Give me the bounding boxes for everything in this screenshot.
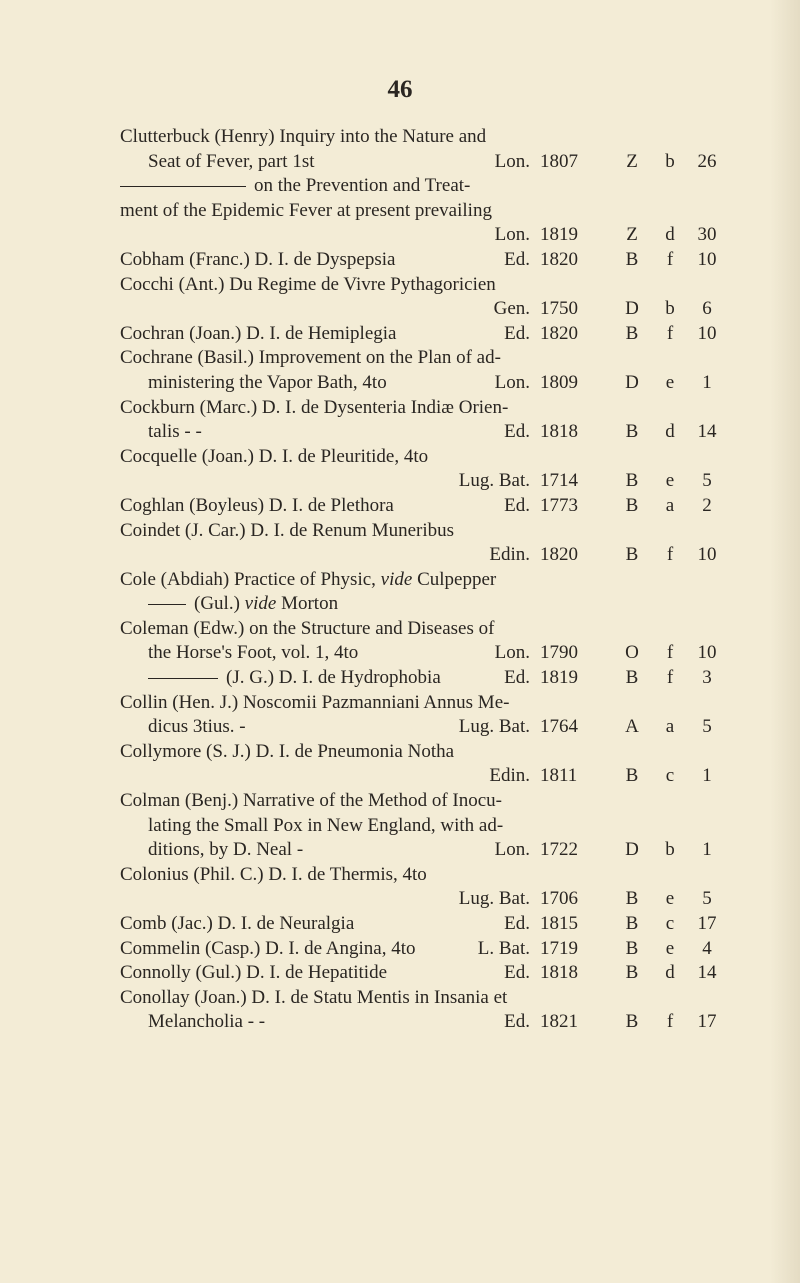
entry-title-text: ministering the Vapor Bath, 4to	[148, 371, 387, 393]
entry-text	[120, 912, 354, 937]
place-of-publication: Gen.	[493, 298, 530, 320]
catalogue-entry	[120, 592, 740, 617]
shelf-letter: b	[665, 839, 675, 861]
catalogue-entry	[120, 494, 740, 519]
entry-line	[120, 371, 740, 396]
entry-title-text: talis - -	[148, 421, 202, 443]
shelf-letter: d	[665, 962, 675, 984]
shelf-class: B	[625, 1011, 639, 1033]
shelf-class: B	[625, 937, 639, 959]
catalogue-entry	[120, 666, 740, 691]
entry-line	[120, 1010, 740, 1035]
catalogue-entry	[120, 691, 740, 740]
shelf-class: B	[625, 421, 639, 443]
catalogue-entry	[120, 986, 740, 1035]
entry-text	[148, 420, 202, 445]
entry-title-text: Collymore (S. J.) D. I. de Pneumonia Notha	[120, 740, 455, 762]
entry-text	[148, 1010, 265, 1035]
publication-year: 1819	[540, 224, 578, 246]
place-of-publication: Lon.	[494, 224, 530, 246]
entry-title-text: Cochrane (Basil.) Improvement on the Plan of ad-	[120, 347, 501, 369]
page-number: 46	[387, 76, 413, 103]
entry-line	[120, 322, 740, 347]
entry-title-text: Colman (Benj.) Narrative of the Method of Inocu-	[120, 790, 502, 812]
entry-title-text: the Horse's Foot, vol. 1, 4to	[148, 642, 359, 664]
entry-line	[120, 641, 740, 666]
entry-title-text: Coleman (Edw.) on the Structure and Diseases of	[120, 617, 495, 639]
entry-title-text: Coghlan (Boyleus) D. I. de Plethora	[120, 494, 394, 516]
entry-line	[120, 814, 740, 839]
entry-line	[120, 494, 740, 519]
shelf-number: 10	[697, 248, 717, 270]
entry-title-text: Seat of Fever, part 1st	[148, 150, 315, 172]
publication-year: 1722	[540, 839, 578, 861]
page-edge-shadow	[770, 0, 800, 1283]
publication-year: 1773	[540, 494, 578, 516]
entry-text	[120, 691, 509, 716]
entry-text	[120, 125, 486, 150]
catalogue-entry	[120, 174, 740, 248]
shelf-letter: a	[665, 716, 675, 738]
entry-line	[120, 445, 740, 470]
entry-title-text: Cocquelle (Joan.) D. I. de Pleuritide, 4to	[120, 445, 429, 467]
shelf-class: B	[625, 470, 639, 492]
shelf-number: 10	[697, 322, 717, 344]
place-of-publication: Ed.	[504, 667, 530, 689]
shelf-letter: c	[665, 913, 675, 934]
catalogue-entry	[120, 445, 740, 494]
shelf-letter: d	[665, 421, 675, 443]
publication-year: 1809	[540, 371, 578, 393]
shelf-number: 14	[697, 962, 717, 984]
shelf-number: 17	[697, 913, 717, 934]
catalogue-entry	[120, 322, 740, 347]
shelf-class: O	[625, 642, 639, 664]
place-of-publication: Ed.	[504, 962, 530, 984]
catalogue-entry	[120, 740, 740, 789]
shelf-number: 30	[697, 224, 717, 246]
entry-line	[120, 346, 740, 371]
shelf-letter: b	[665, 298, 675, 320]
shelf-class: Z	[626, 224, 638, 246]
place-of-publication: Ed.	[504, 421, 530, 443]
catalogue-entry	[120, 912, 740, 937]
shelf-number: 5	[702, 470, 712, 492]
shelf-letter: e	[665, 888, 675, 910]
catalogue-entry	[120, 519, 740, 568]
entry-title-text: Connolly (Gul.) D. I. de Hepatitide	[120, 962, 388, 984]
entry-line	[120, 568, 740, 593]
entry-text	[120, 568, 496, 593]
shelf-letter: f	[666, 248, 674, 270]
entry-text	[120, 396, 508, 421]
entry-title-text: Coindet (J. Car.) D. I. de Renum Muneribus	[120, 519, 455, 541]
ditto-rule	[148, 604, 186, 605]
entry-title-text: Cockburn (Marc.) D. I. de Dysenteria Indiæ Orien-	[120, 396, 509, 418]
entry-title-text: (Gul.) vide Morton	[194, 593, 339, 615]
entry-text	[120, 789, 502, 814]
publication-year: 1706	[540, 888, 578, 910]
entry-line	[120, 519, 740, 544]
publication-year: 1820	[540, 544, 578, 566]
shelf-number: 1	[702, 839, 712, 861]
catalogue-entry	[120, 961, 740, 986]
entry-line	[120, 543, 740, 568]
entry-line	[120, 396, 740, 421]
shelf-letter: f	[666, 322, 674, 344]
shelf-class: D	[625, 298, 639, 320]
entry-text	[120, 273, 496, 298]
entry-text	[148, 838, 303, 863]
shelf-class: A	[625, 716, 639, 738]
publication-year: 1807	[540, 150, 578, 172]
catalogue-entries	[120, 125, 740, 1035]
shelf-number: 6	[702, 298, 712, 320]
shelf-class: B	[625, 248, 639, 270]
entry-title-text: Conollay (Joan.) D. I. de Statu Mentis in Insania et	[120, 986, 508, 1008]
catalogue-entry	[120, 789, 740, 863]
entry-line	[120, 174, 740, 199]
shelf-class: D	[625, 371, 639, 393]
place-of-publication: Ed.	[504, 1011, 530, 1033]
publication-year: 1764	[540, 716, 578, 738]
shelf-number: 3	[702, 667, 712, 689]
shelf-class: B	[625, 494, 639, 516]
entry-text	[120, 519, 454, 544]
shelf-number: 10	[697, 642, 717, 664]
shelf-number: 5	[702, 716, 712, 738]
shelf-number: 4	[702, 937, 712, 959]
shelf-number: 26	[697, 150, 717, 172]
entry-line	[120, 125, 740, 150]
entry-line	[120, 740, 740, 765]
shelf-letter: e	[665, 937, 675, 959]
entry-line	[120, 863, 740, 888]
place-of-publication: Lug. Bat.	[458, 888, 530, 910]
shelf-number: 5	[702, 888, 712, 910]
entry-title-text: ditions, by D. Neal -	[148, 839, 304, 861]
shelf-class: B	[625, 322, 639, 344]
place-of-publication: Lon.	[494, 642, 530, 664]
shelf-number: 1	[702, 765, 712, 787]
entry-title-text: Clutterbuck (Henry) Inquiry into the Nature and	[120, 126, 487, 147]
place-of-publication: Ed.	[504, 248, 530, 270]
entry-line	[120, 199, 740, 224]
shelf-number: 10	[697, 544, 717, 566]
place-of-publication: Ed.	[504, 913, 530, 934]
entry-text	[148, 371, 387, 396]
publication-year: 1815	[540, 913, 578, 934]
entry-title-text: Comb (Jac.) D. I. de Neuralgia	[120, 913, 355, 934]
shelf-class: B	[625, 888, 639, 910]
place-of-publication: Lon.	[494, 150, 530, 172]
shelf-letter: d	[665, 224, 675, 246]
catalogue-entry	[120, 125, 740, 174]
shelf-class: B	[625, 544, 639, 566]
publication-year: 1750	[540, 298, 578, 320]
publication-year: 1820	[540, 322, 578, 344]
shelf-letter: a	[665, 494, 675, 516]
shelf-class: B	[625, 667, 639, 689]
entry-title-text: Cocchi (Ant.) Du Regime de Vivre Pythagoricien	[120, 273, 496, 295]
place-of-publication: Edin.	[489, 544, 530, 566]
shelf-number: 2	[702, 494, 712, 516]
shelf-letter: f	[666, 544, 674, 566]
entry-title-text: dicus 3tius. -	[148, 716, 246, 738]
shelf-letter: f	[666, 667, 674, 689]
place-of-publication: Lon.	[494, 371, 530, 393]
shelf-number: 14	[697, 421, 717, 443]
shelf-class: Z	[626, 150, 638, 172]
shelf-class: B	[625, 913, 639, 934]
entry-text	[120, 863, 427, 888]
place-of-publication: Ed.	[504, 494, 530, 516]
place-of-publication: Ed.	[504, 322, 530, 344]
publication-year: 1820	[540, 248, 578, 270]
entry-text	[120, 494, 394, 519]
entry-line	[120, 273, 740, 298]
publication-year: 1719	[540, 937, 578, 959]
place-of-publication: L. Bat.	[477, 937, 530, 959]
entry-line	[120, 420, 740, 445]
shelf-letter: e	[665, 371, 675, 393]
shelf-class: D	[625, 839, 639, 861]
entry-title-text: lating the Small Pox in New England, with ad-	[148, 814, 504, 836]
entry-title-text: Cobham (Franc.) D. I. de Dyspepsia	[120, 248, 396, 270]
entry-line	[120, 592, 740, 617]
entry-title-text: Cole (Abdiah) Practice of Physic, vide Culpepper	[120, 568, 497, 590]
entry-text	[120, 937, 416, 962]
catalogue-entry	[120, 617, 740, 666]
entry-title-text: on the Prevention and Treat-	[254, 175, 471, 197]
entry-line	[120, 617, 740, 642]
entry-line	[120, 887, 740, 912]
publication-year: 1790	[540, 642, 578, 664]
entry-line	[120, 715, 740, 740]
entry-line	[120, 937, 740, 962]
entry-text	[120, 248, 395, 273]
entry-title-text: Cochran (Joan.) D. I. de Hemiplegia	[120, 322, 397, 344]
shelf-letter: f	[666, 1011, 674, 1033]
place-of-publication: Lug. Bat.	[458, 470, 530, 492]
entry-title-text: Commelin (Casp.) D. I. de Angina, 4to	[120, 937, 416, 959]
entry-text	[120, 346, 501, 371]
entry-line	[120, 789, 740, 814]
entry-line	[120, 666, 740, 691]
entry-text	[120, 740, 454, 765]
entry-text	[148, 715, 246, 740]
entry-text	[148, 666, 441, 691]
entry-title-text: Melancholia - -	[148, 1011, 266, 1033]
entry-line	[120, 223, 740, 248]
entry-text	[120, 174, 470, 199]
ditto-rule	[148, 678, 218, 679]
catalogue-entry	[120, 273, 740, 322]
shelf-letter: c	[665, 765, 675, 787]
entry-line	[120, 150, 740, 175]
catalogue-entry	[120, 937, 740, 962]
ditto-rule	[120, 186, 246, 187]
shelf-class: B	[625, 962, 639, 984]
publication-year: 1818	[540, 421, 578, 443]
shelf-letter: b	[665, 150, 675, 172]
catalogue-entry	[120, 863, 740, 912]
entry-text	[120, 322, 396, 347]
entry-text	[148, 641, 358, 666]
catalogue-entry	[120, 346, 740, 395]
publication-year: 1821	[540, 1011, 578, 1033]
shelf-letter: f	[666, 642, 674, 664]
entry-text	[148, 150, 315, 175]
publication-year: 1819	[540, 667, 578, 689]
shelf-letter: e	[665, 470, 675, 492]
publication-year: 1714	[540, 470, 578, 492]
entry-title-text: Colonius (Phil. C.) D. I. de Thermis, 4to	[120, 863, 427, 885]
entry-title-text: ment of the Epidemic Fever at present prevailing	[120, 199, 492, 221]
catalogue-entry	[120, 396, 740, 445]
place-of-publication: Edin.	[489, 765, 530, 787]
publication-year: 1818	[540, 962, 578, 984]
entry-line	[120, 691, 740, 716]
catalogue-entry	[120, 568, 740, 593]
entry-line	[120, 469, 740, 494]
entry-line	[120, 961, 740, 986]
publication-year: 1811	[540, 765, 578, 787]
entry-line	[120, 912, 740, 937]
entry-text	[120, 199, 492, 224]
entry-text	[148, 592, 338, 617]
catalogue-entry	[120, 248, 740, 273]
entry-line	[120, 248, 740, 273]
entry-text	[120, 986, 507, 1011]
shelf-number: 1	[702, 371, 712, 393]
entry-line	[120, 764, 740, 789]
place-of-publication: Lug. Bat.	[458, 716, 530, 738]
place-of-publication: Lon.	[494, 839, 530, 861]
entry-line	[120, 838, 740, 863]
entry-title-text: Collin (Hen. J.) Noscomii Pazmanniani Annus Me-	[120, 691, 510, 713]
entry-text	[120, 445, 428, 470]
shelf-number: 17	[697, 1011, 717, 1033]
shelf-class: B	[625, 765, 639, 787]
entry-line	[120, 986, 740, 1011]
entry-title-text: (J. G.) D. I. de Hydrophobia	[226, 667, 441, 689]
entry-line	[120, 297, 740, 322]
entry-text	[120, 617, 494, 642]
entry-text	[120, 961, 387, 986]
entry-text	[148, 814, 503, 839]
